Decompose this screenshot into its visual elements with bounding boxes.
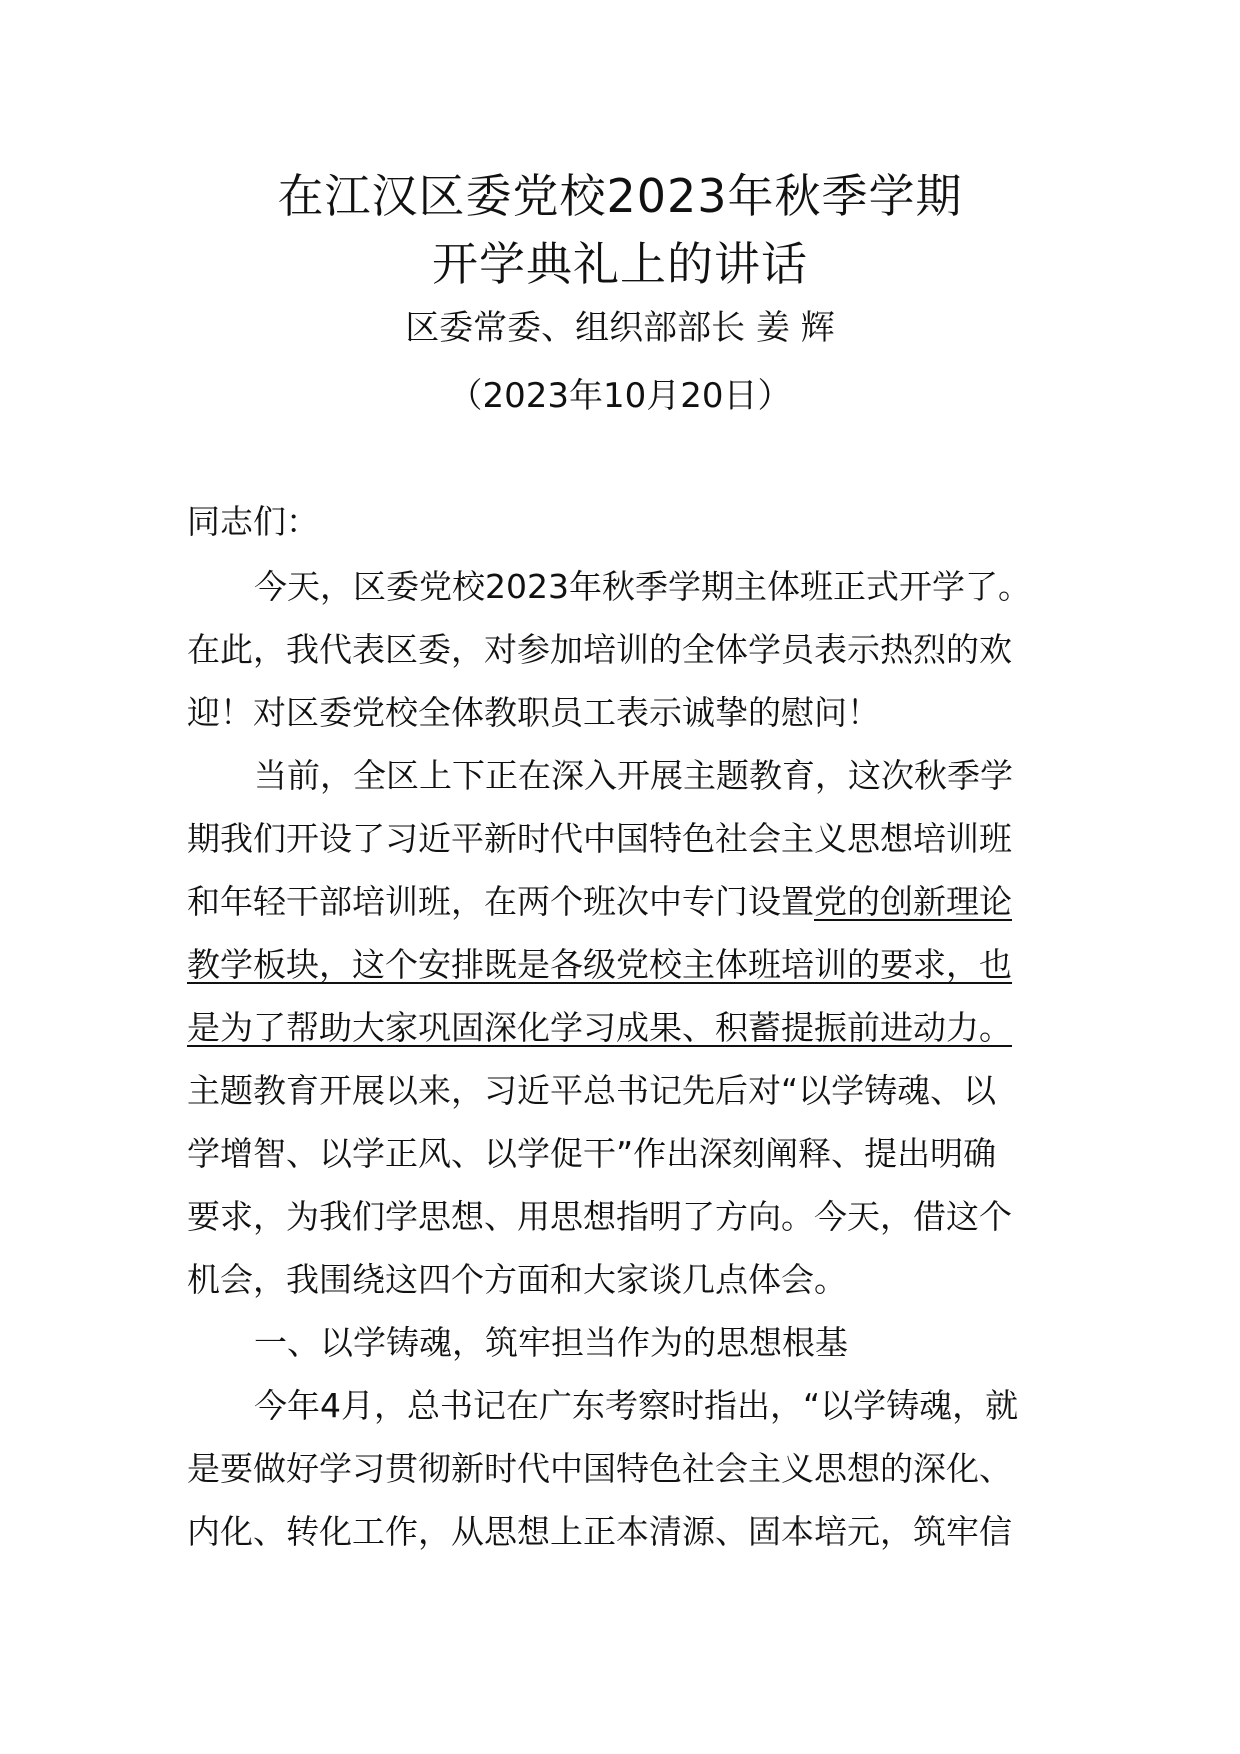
paragraph-line: 主题教育开展以来，习近平总书记先后对“以学铸魂、以 <box>187 1071 997 1110</box>
paragraph-line: 机会，我围绕这四个方面和大家谈几点体会。 <box>187 1260 847 1299</box>
section-heading: 一、以学铸魂，筑牢担当作为的思想根基 <box>254 1323 848 1362</box>
document-title-line-1: 在江汉区委党校2023年秋季学期 <box>277 169 963 223</box>
speaker-byline: 区委常委、组织部部长 姜 辉 <box>405 308 835 348</box>
paragraph-line: 内化、转化工作，从思想上正本清源、固本培元，筑牢信 <box>187 1512 1012 1551</box>
underlined-text: 教学板块，这个安排既是各级党校主体班培训的要求，也 <box>187 945 1012 984</box>
speech-date: （2023年10月20日） <box>448 376 792 416</box>
paragraph-line: 是要做好学习贯彻新时代中国特色社会主义思想的深化、 <box>187 1449 1012 1488</box>
salutation: 同志们： <box>187 502 319 541</box>
paragraph-line: 今天，区委党校2023年秋季学期主体班正式开学了。 <box>254 567 1031 606</box>
paragraph-line <box>187 880 1057 924</box>
paragraph-line <box>187 943 1057 987</box>
underlined-text: 党的创新理论 <box>814 882 1012 921</box>
paragraph-line: 要求，为我们学思想、用思想指明了方向。今天，借这个 <box>187 1197 1012 1236</box>
paragraph-line: 期我们开设了习近平新时代中国特色社会主义思想培训班 <box>187 819 1012 858</box>
paragraph-line: 今年4月，总书记在广东考察时指出，“以学铸魂，就 <box>254 1386 1019 1425</box>
paragraph-line <box>187 1006 1057 1050</box>
paragraph-line: 迎！对区委党校全体教职员工表示诚挚的慰问！ <box>187 693 880 732</box>
underlined-text: 是为了帮助大家巩固深化学习成果、积蓄提振前进动力。 <box>187 1008 1012 1047</box>
paragraph-line: 学增智、以学正风、以学促干”作出深刻阐释、提出明确 <box>187 1134 997 1173</box>
document-title-line-2: 开学典礼上的讲话 <box>432 237 808 291</box>
paragraph-line: 当前，全区上下正在深入开展主题教育，这次秋季学 <box>254 756 1013 795</box>
paragraph-text: 和年轻干部培训班，在两个班次中专门设置 <box>187 882 814 921</box>
paragraph-line: 在此，我代表区委，对参加培训的全体学员表示热烈的欢 <box>187 630 1012 669</box>
